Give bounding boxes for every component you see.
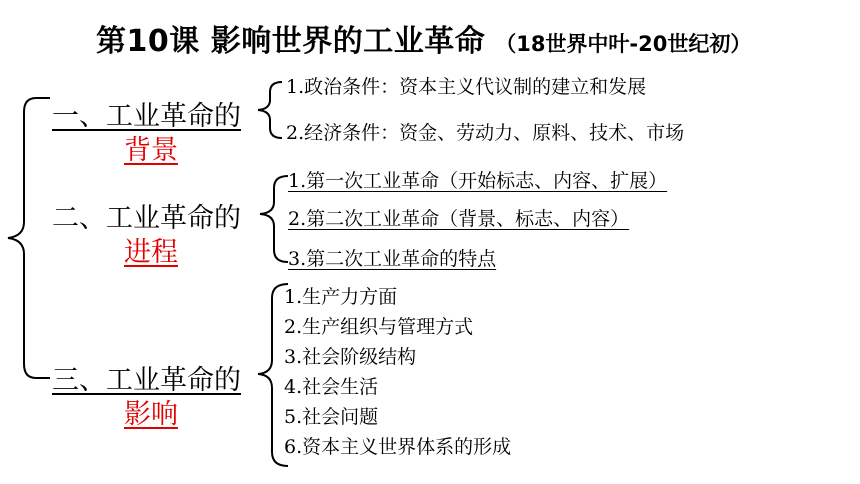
section-3-keyword: 影响 xyxy=(124,399,178,430)
section-3-item-4: 4.社会生活 xyxy=(284,376,379,398)
section-3-title: 三、工业革命的 xyxy=(52,365,241,396)
section-3-item-1: 1.生产力方面 xyxy=(284,286,398,308)
section-2-item-2: 2.第二次工业革命（背景、标志、内容） xyxy=(288,208,630,230)
section-3-item-5: 5.社会问题 xyxy=(284,406,379,428)
section-3-item-6: 6.资本主义世界体系的形成 xyxy=(284,436,512,458)
section-1-keyword: 背景 xyxy=(124,135,178,166)
brace-background xyxy=(258,82,282,138)
section-2-keyword: 进程 xyxy=(124,237,178,268)
main-brace xyxy=(8,98,50,378)
section-1-item-1: 1.政治条件：资本主义代议制的建立和发展 xyxy=(286,76,647,98)
subtitle: （18世界中叶-20世纪初） xyxy=(495,32,752,56)
section-1-title: 一、工业革命的 xyxy=(52,101,241,132)
brace-process xyxy=(260,176,288,262)
section-3-item-3: 3.社会阶级结构 xyxy=(284,346,417,368)
section-2-item-3: 3.第二次工业革命的特点 xyxy=(288,248,497,270)
section-3-item-2: 2.生产组织与管理方式 xyxy=(284,316,474,338)
title-text: 第10课 影响世界的工业革命 xyxy=(96,24,486,59)
section-2-title: 二、工业革命的 xyxy=(52,203,241,234)
section-2-item-1: 1.第一次工业革命（开始标志、内容、扩展） xyxy=(288,170,668,192)
section-1-item-2: 2.经济条件：资金、劳动力、原料、技术、市场 xyxy=(286,122,685,144)
